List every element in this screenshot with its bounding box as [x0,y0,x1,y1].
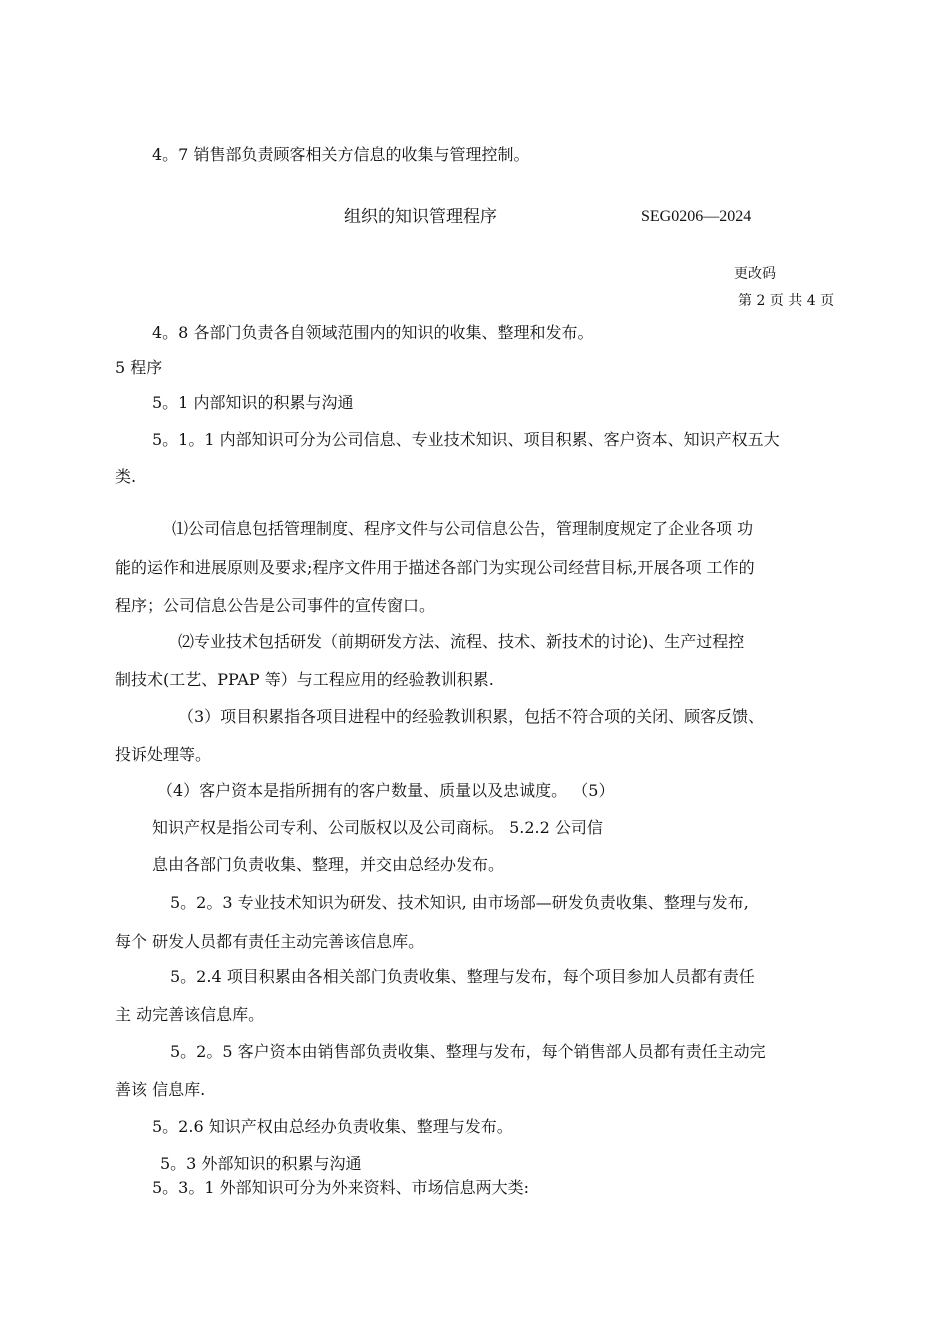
revision-code-label: 更改码 [734,266,776,282]
paragraph-5-2-3-line2: 每个 研发人员都有责任主动完善该信息库。 [115,932,425,951]
item-3-line1: （3）项目积累指各项目进程中的经验教训积累，包括不符合项的关闭、顾客反馈、 [178,707,765,726]
paragraph-5-1-1-line2: 类. [115,467,137,486]
item-3-line2: 投诉处理等。 [115,745,212,764]
paragraph-5-2-3-line1: 5。2。3 专业技术知识为研发、技术知识, 由市场部—研发负责收集、整理与发布, [170,893,749,912]
paragraph-4-7: 4。7 销售部负责顾客相关方信息的收集与管理控制。 [152,145,530,164]
paragraph-5-3-1: 5。3。1 外部知识可分为外来资料、市场信息两大类: [152,1178,530,1197]
item-5-line: 知识产权是指公司专利、公司版权以及公司商标。 5.2.2 公司信 [152,818,603,837]
item-1-line2: 能的运作和进展原则及要求;程序文件用于描述各部门为实现公司经营目标,开展各项 工作的 [115,558,755,577]
paragraph-5-2-5-line2: 善该 信息库. [115,1080,206,1099]
paragraph-5-2-5-line1: 5。2。5 客户资本由销售部负责收集、整理与发布，每个销售部人员都有责任主动完 [170,1042,766,1061]
paragraph-5-2-6: 5。2.6 知识产权由总经办负责收集、整理与发布。 [152,1117,513,1136]
item-1-line3: 程序；公司信息公告是公司事件的宣传窗口。 [115,596,436,615]
page-info: 第 2 页 共 4 页 [738,293,835,309]
document-number: SEG0206—2024 [641,208,752,225]
item-2-line2: 制技术(工艺、PPAP 等）与工程应用的经验教训积累. [115,670,494,689]
paragraph-5-2-2-line2: 息由各部门负责收集、整理，并交由总经办发布。 [152,855,505,874]
item-2-line1: ⑵专业技术包括研发（前期研发方法、流程、技术、新技术的讨论)、生产过程控 [178,632,745,651]
item-4-line: （4）客户资本是指所拥有的客户数量、质量以及忠诚度。 （5） [157,781,615,800]
paragraph-4-8: 4。8 各部门负责各自领域范围内的知识的收集、整理和发布。 [152,323,594,342]
section-5-1-heading: 5。1 内部知识的积累与沟通 [152,393,354,412]
paragraph-5-2-4-line1: 5。2.4 项目积累由各相关部门负责收集、整理与发布，每个项目参加人员都有责任 [170,967,755,986]
document-title: 组织的知识管理程序 [344,207,497,227]
paragraph-5-1-1-line1: 5。1。1 内部知识可分为公司信息、专业技术知识、项目积累、客户资本、知识产权五大 [152,430,780,449]
paragraph-5-2-4-line2: 主 动完善该信息库。 [115,1005,265,1024]
section-5-3-heading: 5。3 外部知识的积累与沟通 [160,1154,362,1173]
section-5-heading: 5 程序 [115,358,163,377]
item-1-line1: ⑴公司信息包括管理制度、程序文件与公司信息公告，管理制度规定了企业各项 功 [172,519,754,538]
